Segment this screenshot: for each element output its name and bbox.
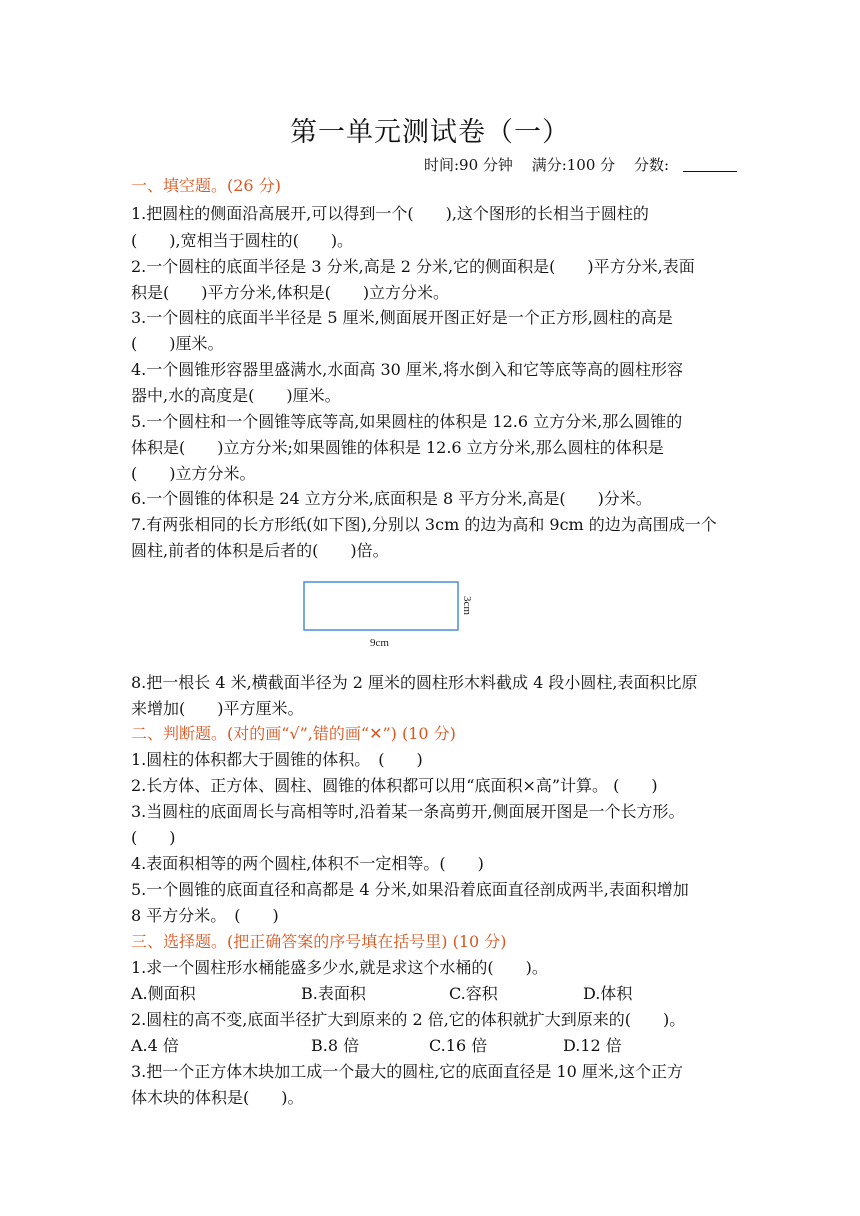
s2-line: 1.圆柱的体积都大于圆锥的体积。 ( ) [131, 750, 423, 769]
s1-line: 积是( )平方分米,体积是( )立方分米。 [131, 283, 450, 302]
option-d: D.体积 [583, 984, 633, 1003]
s1-line: 体积是( )立方分米;如果圆锥的体积是 12.6 立方分米,那么圆柱的体积是 [131, 438, 664, 457]
rectangle-shape [304, 582, 458, 630]
s2-line: 2.长方体、正方体、圆柱、圆锥的体积都可以用“底面积×高”计算。 ( ) [131, 776, 658, 795]
option-d: D.12 倍 [563, 1036, 622, 1055]
score-label: 分数: [633, 156, 669, 174]
s1-line: 8.把一根长 4 米,横截面半径为 2 厘米的圆柱形木料截成 4 段小圆柱,表面积比原 [131, 673, 698, 692]
s1-line: ( )厘米。 [131, 334, 224, 353]
time-limit: 时间:90 分钟 [424, 156, 513, 174]
width-label: 9cm [370, 637, 389, 648]
s2-line: ( ) [131, 828, 176, 847]
option-c: C.16 倍 [429, 1036, 488, 1055]
s1-line: ( )立方分米。 [131, 464, 256, 483]
s2-line: 5.一个圆锥的底面直径和高都是 4 分米,如果沿着底面直径剖成两半,表面积增加 [131, 880, 689, 899]
s3-q3-line: 体木块的体积是( )。 [131, 1088, 304, 1107]
section1-heading: 一、填空题。(26 分) [131, 176, 281, 195]
s3-question-1: 1.求一个圆柱形水桶能盛多少水,就是求这个水桶的( )。 [131, 958, 548, 977]
page-title: 第一单元测试卷（一） [290, 117, 570, 148]
s2-line: 4.表面积相等的两个圆柱,体积不一定相等。( ) [131, 854, 484, 873]
section2-heading: 二、判断题。(对的画“√”,错的画“✕”) (10 分) [131, 724, 456, 743]
s3-q3-line: 3.把一个正方体木块加工成一个最大的圆柱,它的底面直径是 10 厘米,这个正方 [131, 1062, 683, 1081]
score-blank [683, 157, 737, 172]
rectangle-diagram [300, 578, 485, 648]
option-a: A.4 倍 [131, 1036, 179, 1055]
s1-line: ( ),宽相当于圆柱的( )。 [131, 231, 354, 250]
height-label: 3cm [461, 596, 473, 615]
full-score: 满分:100 分 [531, 156, 616, 174]
s2-line: 3.当圆柱的底面周长与高相等时,沿着某一条高剪开,侧面展开图是一个长方形。 [131, 802, 685, 821]
option-c: C.容积 [449, 984, 498, 1003]
s1-line: 5.一个圆柱和一个圆锥等底等高,如果圆柱的体积是 12.6 立方分米,那么圆锥的 [131, 412, 683, 431]
exam-meta [424, 154, 737, 175]
s2-line: 8 平方分米。 ( ) [131, 906, 279, 925]
s1-line: 来增加( )平方厘米。 [131, 699, 304, 718]
option-b: B.表面积 [301, 984, 366, 1003]
section3-heading: 三、选择题。(把正确答案的序号填在括号里) (10 分) [131, 932, 507, 951]
s1-line: 器中,水的高度是( )厘米。 [131, 386, 341, 405]
s3-question-2: 2.圆柱的高不变,底面半径扩大到原来的 2 倍,它的体积就扩大到原来的( )。 [131, 1010, 686, 1029]
option-b: B.8 倍 [311, 1036, 360, 1055]
option-a: A.侧面积 [131, 984, 196, 1003]
s1-line: 4.一个圆锥形容器里盛满水,水面高 30 厘米,将水倒入和它等底等高的圆柱形容 [131, 360, 683, 379]
s1-line: 6.一个圆锥的体积是 24 立方分米,底面积是 8 平方分米,高是( )分米。 [131, 489, 652, 508]
s1-line: 7.有两张相同的长方形纸(如下图),分别以 3cm 的边为高和 9cm 的边为高围成一个 [131, 515, 717, 534]
s1-line: 2.一个圆柱的底面半径是 3 分米,高是 2 分米,它的侧面积是( )平方分米,表面 [131, 257, 695, 276]
s1-line: 圆柱,前者的体积是后者的( )倍。 [131, 541, 389, 560]
s1-line: 1.把圆柱的侧面沿高展开,可以得到一个( ),这个图形的长相当于圆柱的 [131, 204, 649, 223]
s1-line: 3.一个圆柱的底面半半径是 5 厘米,侧面展开图正好是一个正方形,圆柱的高是 [131, 308, 673, 327]
